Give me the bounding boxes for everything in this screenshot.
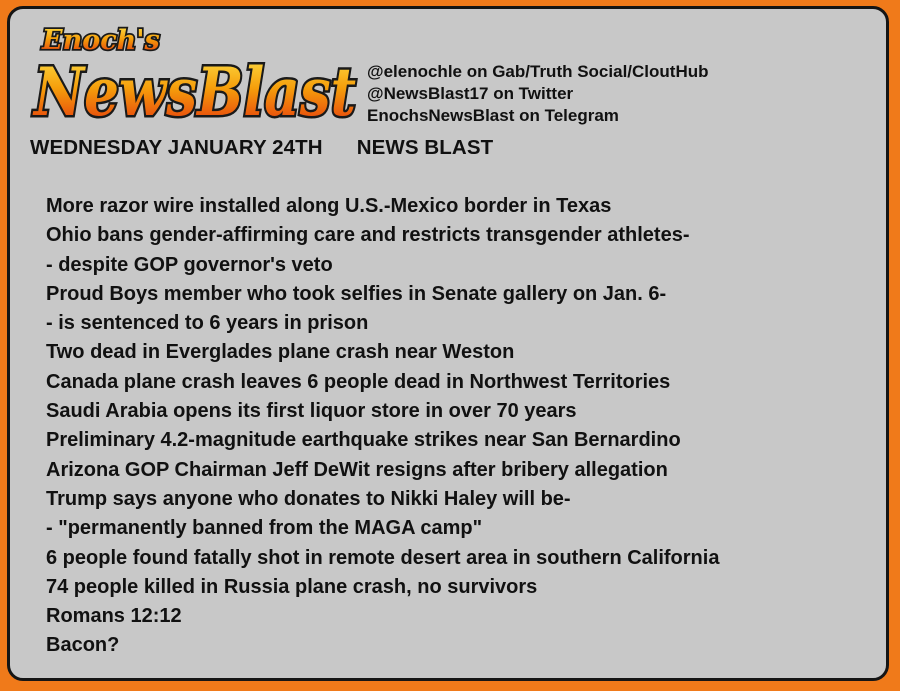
social-handle-twitter: @NewsBlast17 on Twitter: [367, 84, 574, 103]
headline-item: Proud Boys member who took selfies in Senate gallery on Jan. 6-: [46, 282, 667, 305]
headline-item: 74 people killed in Russia plane crash, no survivors: [46, 575, 538, 598]
headline-item: Ohio bans gender-affirming care and restricts transgender athletes-: [46, 224, 690, 247]
headline-item: 6 people found fatally shot in remote desert area in southern California: [46, 546, 720, 569]
headline-item: Preliminary 4.2-magnitude earthquake strikes near San Bernardino: [46, 429, 681, 452]
social-handles: [367, 61, 709, 127]
headline-item: More razor wire installed along U.S.-Mexico border in Texas: [46, 195, 612, 217]
date-text: WEDNESDAY JANUARY 24TH: [30, 136, 323, 159]
headline-item: Canada plane crash leaves 6 people dead in Northwest Territories: [46, 370, 671, 393]
headline-item: Trump says anyone who donates to Nikki Haley will be-: [46, 487, 571, 510]
headline-item: Saudi Arabia opens its first liquor store in over 70 years: [46, 400, 577, 423]
headline-item: Bacon?: [46, 634, 120, 657]
headline-item: Two dead in Everglades plane crash near Weston: [46, 341, 515, 364]
logo-main-text: NewsBlast: [32, 53, 357, 131]
logo-top-text: Enoch's: [42, 25, 160, 56]
headline-item: - "permanently banned from the MAGA camp": [46, 517, 483, 540]
social-handle-telegram: EnochsNewsBlast on Telegram: [367, 106, 619, 125]
headline-item: Arizona GOP Chairman Jeff DeWit resigns after bribery allegation: [46, 458, 668, 481]
news-blast-logo: [32, 17, 362, 135]
news-card: [7, 6, 889, 681]
headline-item: - despite GOP governor's veto: [46, 253, 333, 276]
headline-list: [46, 192, 719, 661]
news-blast-label: NEWS BLAST: [356, 136, 494, 159]
dateline: [30, 136, 493, 160]
social-handle-gab: @elenochle on Gab/Truth Social/CloutHub: [367, 62, 709, 81]
headline-item: - is sentenced to 6 years in prison: [46, 312, 369, 335]
headline-item: Romans 12:12: [46, 605, 182, 628]
